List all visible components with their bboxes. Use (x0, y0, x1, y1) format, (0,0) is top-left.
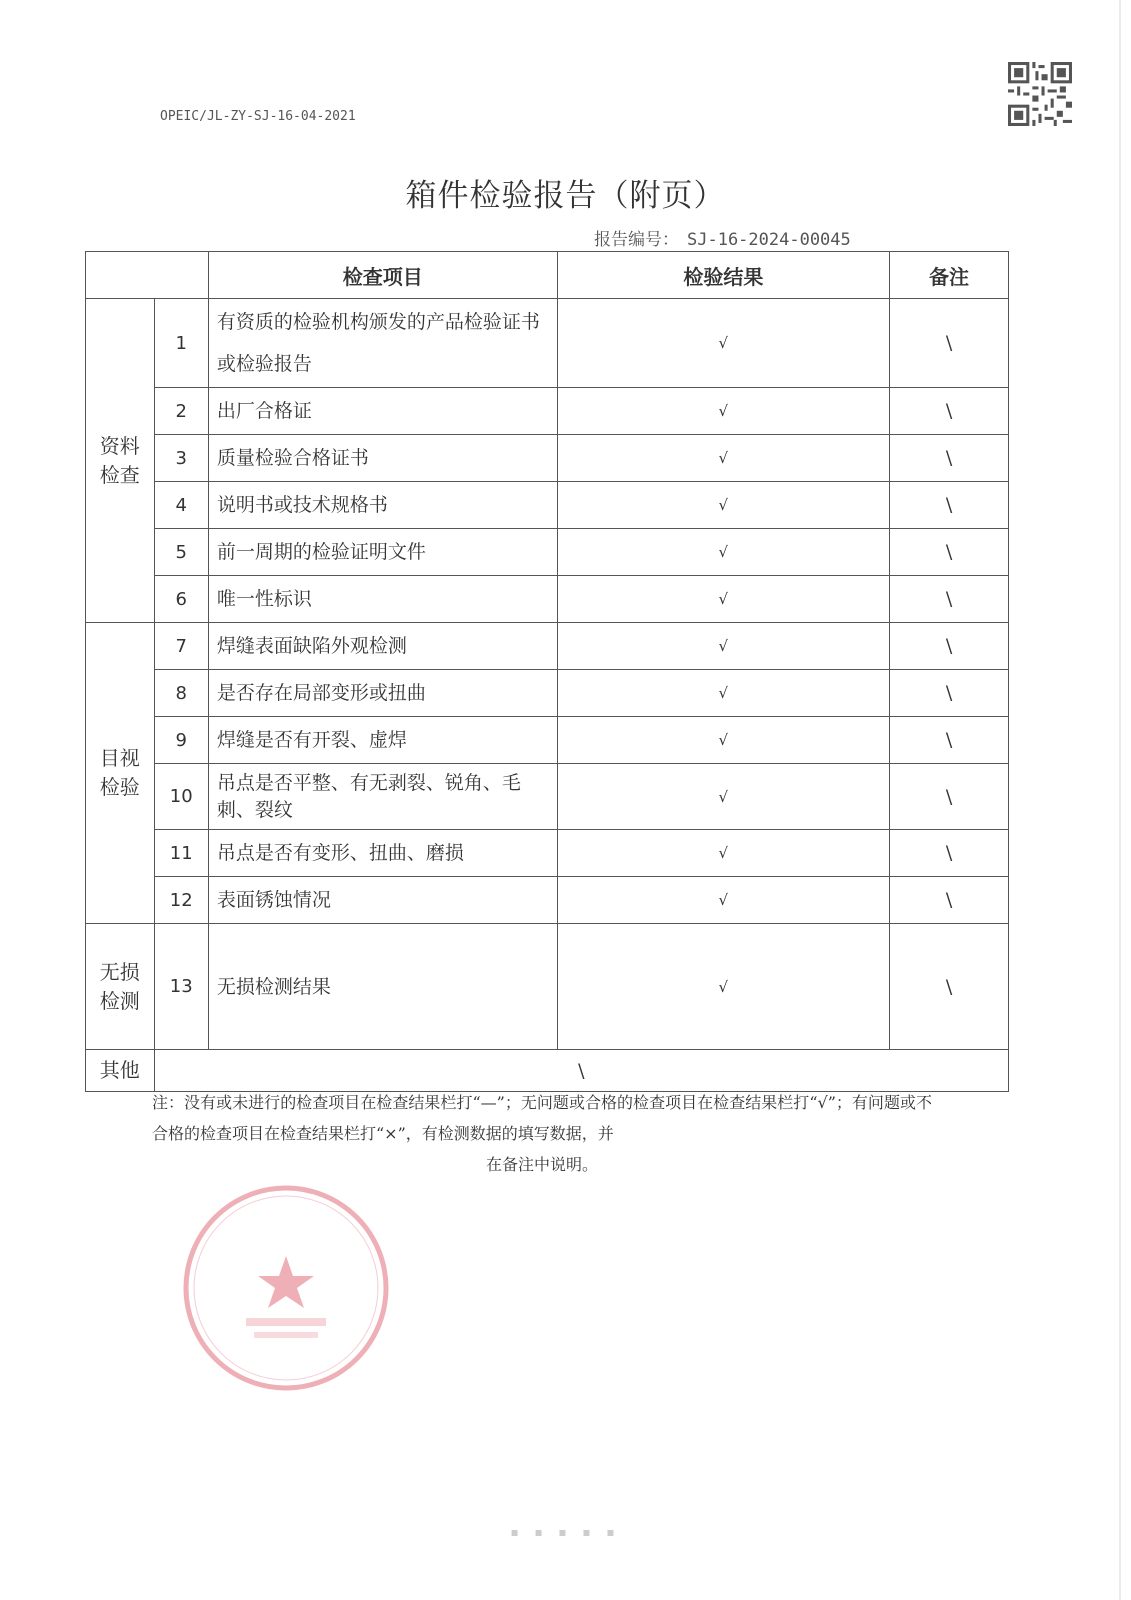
row-remark: \ (890, 717, 1009, 764)
row-number: 9 (154, 717, 208, 764)
page-number-faint: ▪ ▪ ▪ ▪ ▪ (510, 1525, 621, 1539)
row-result: √ (557, 924, 889, 1050)
row-number: 13 (154, 924, 208, 1050)
row-remark: \ (890, 529, 1009, 576)
other-value: \ (154, 1050, 1008, 1092)
page-edge (1119, 0, 1121, 1600)
row-remark: \ (890, 830, 1009, 877)
row-number: 7 (154, 623, 208, 670)
category-other: 其他 (86, 1050, 155, 1092)
header-item: 检查项目 (208, 252, 557, 299)
row-remark: \ (890, 877, 1009, 924)
report-number-value: SJ-16-2024-00045 (687, 230, 851, 250)
row-number: 6 (154, 576, 208, 623)
table-header-row (86, 252, 1009, 299)
report-number-label: 报告编号： (594, 230, 679, 250)
row-item: 有资质的检验机构颁发的产品检验证书或检验报告 (208, 299, 557, 388)
report-number (594, 225, 851, 250)
row-number: 2 (154, 388, 208, 435)
table-row (86, 299, 1009, 388)
header-blank (86, 252, 209, 299)
qr-code-icon (1008, 62, 1072, 126)
row-result: √ (557, 877, 889, 924)
row-result: √ (557, 623, 889, 670)
footnote-text: 注：没有或未进行的检查项目在检查结果栏打“—”；无问题或合格的检查项目在检查结果栏打“√”；有问题或不合格的检查项目在检查结果栏打“×”，有检测数据的填写数据，并 (152, 1093, 932, 1143)
document-code: OPEIC/JL-ZY-SJ-16-04-2021 (160, 109, 356, 124)
row-item: 吊点是否有变形、扭曲、磨损 (208, 830, 557, 877)
row-item: 焊缝表面缺陷外观检测 (208, 623, 557, 670)
official-seal-stamp (176, 1178, 396, 1398)
row-result: √ (557, 388, 889, 435)
star-icon (258, 1256, 314, 1308)
row-number: 4 (154, 482, 208, 529)
row-remark: \ (890, 576, 1009, 623)
row-result: √ (557, 576, 889, 623)
row-result: √ (557, 299, 889, 388)
table-row (86, 830, 1009, 877)
table-row (86, 482, 1009, 529)
row-remark: \ (890, 764, 1009, 830)
header-remark: 备注 (890, 252, 1009, 299)
table-row (86, 717, 1009, 764)
row-result: √ (557, 830, 889, 877)
row-remark: \ (890, 670, 1009, 717)
row-item: 无损检测结果 (208, 924, 557, 1050)
row-number: 8 (154, 670, 208, 717)
row-item: 前一周期的检验证明文件 (208, 529, 557, 576)
row-result: √ (557, 529, 889, 576)
row-result: √ (557, 482, 889, 529)
category-ndt: 无损检测 (86, 924, 155, 1050)
row-number: 5 (154, 529, 208, 576)
footnote (152, 1087, 932, 1180)
row-remark: \ (890, 299, 1009, 388)
row-item: 质量检验合格证书 (208, 435, 557, 482)
table-row (86, 764, 1009, 830)
row-remark: \ (890, 482, 1009, 529)
row-result: √ (557, 670, 889, 717)
row-item: 表面锈蚀情况 (208, 877, 557, 924)
inspection-table (85, 251, 1009, 1092)
table-row (86, 670, 1009, 717)
header-result: 检验结果 (557, 252, 889, 299)
table-row-other (86, 1050, 1009, 1092)
row-item: 唯一性标识 (208, 576, 557, 623)
row-item: 说明书或技术规格书 (208, 482, 557, 529)
table-row (86, 435, 1009, 482)
row-result: √ (557, 435, 889, 482)
row-remark: \ (890, 924, 1009, 1050)
table-row (86, 924, 1009, 1050)
table-row (86, 576, 1009, 623)
category-docs: 资料检查 (86, 299, 155, 623)
row-remark: \ (890, 623, 1009, 670)
row-item: 出厂合格证 (208, 388, 557, 435)
row-item: 吊点是否平整、有无剥裂、锐角、毛刺、裂纹 (208, 764, 557, 830)
row-item: 是否存在局部变形或扭曲 (208, 670, 557, 717)
row-number: 12 (154, 877, 208, 924)
row-remark: \ (890, 435, 1009, 482)
row-number: 11 (154, 830, 208, 877)
row-number: 3 (154, 435, 208, 482)
table-row (86, 877, 1009, 924)
row-item: 焊缝是否有开裂、虚焊 (208, 717, 557, 764)
row-number: 1 (154, 299, 208, 388)
row-remark: \ (890, 388, 1009, 435)
table-row (86, 529, 1009, 576)
row-result: √ (557, 764, 889, 830)
row-number: 10 (154, 764, 208, 830)
table-row (86, 388, 1009, 435)
footnote-last-line: 在备注中说明。 (485, 1155, 598, 1174)
table-row (86, 623, 1009, 670)
page-title: 箱件检验报告（附页） (405, 178, 726, 214)
row-result: √ (557, 717, 889, 764)
category-visual: 目视检验 (86, 623, 155, 924)
